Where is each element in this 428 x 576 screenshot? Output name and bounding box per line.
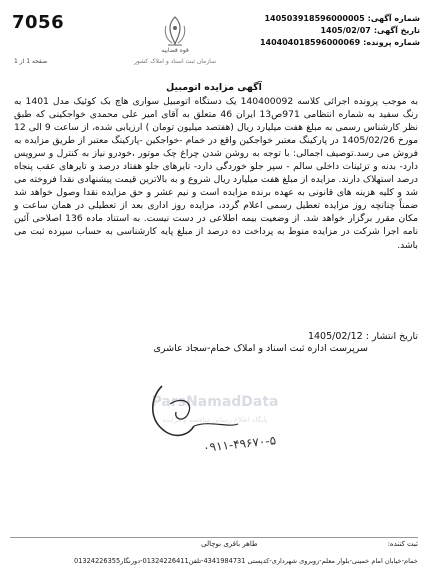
publish-date-row [308,331,418,342]
watermark-brand: ParsNamadData [151,394,279,410]
registrar-row [201,540,418,548]
publish-date-value: 1405/02/12 [307,331,363,342]
office-address: خمام-خیابان امام خمینی-بلوار معلم-روبروی شهرداری-کدپستی 4341984731-تلفن01324226411-دورنگار01324226355 [74,557,418,565]
signature-stamp [90,376,340,468]
page-indicator: صفحه 1 از 1 [14,58,48,65]
ad-number-row [264,14,420,23]
emblem-caption: قوه قضاییه [161,47,189,54]
notice-title: آگهی مزایده اتومبیل [166,82,262,93]
footer-divider [10,537,418,538]
document-number: 7056 [12,12,65,33]
publish-date-label: تاریخ انتشار : [365,331,418,342]
judiciary-emblem-icon [160,14,190,48]
file-number-label: شماره پرونده: [363,38,420,47]
stamp-phone: ۰۹۱۱-۴۹۶۷۰-۵ [202,433,277,455]
ad-date-row [320,26,420,35]
watermark-caption: پایگاه اطلاع رسانی مناقصه و مزایده [162,416,268,424]
organization-name: سازمان ثبت اسناد و املاک کشور [133,58,217,65]
signature-stroke [194,424,238,426]
ad-date-label: تاریخ آگهی: [373,26,420,35]
ad-date-value: 1405/02/07 [320,26,371,35]
registrar-name: طاهر باقری نوچالی [201,540,258,548]
registrar-label: ثبت کننده: [387,540,418,548]
signer-title: سرپرست اداره ثبت اسناد و املاک خمام-سجاد عاشری [153,343,368,354]
ad-number-value: 140503918596000005 [264,14,365,23]
notice-body: به موجب پرونده اجرائی کلاسه 140400092 یک دستگاه اتومبیل سواری هاچ بک کوئیک مدل 1401 به رنگ سفید به شماره انتظامی 971ص13 ایران 46 متعلق به آقای امیر علی محمدی خواجکینی که طبق نظر کارشناس رسمی به مبلغ هفت میلیارد ریال (هفتصد میلیون تومان ) ارزیابی شده، از ساعت 9 الی 12 مورخ 1405/02/26 در پارکینگ معتبر خواجکین واقع در خمام -خواجکین -پارکینگ معتبر از طریق مزایده به فروش می رسد.توصیف اجمالی: با توجه به روشن شدن چراغ چک موتور ،خودرو نیاز به کنترل و سرویس دارد- بدنه و تزئینات داخلی سالم - سپر جلو خوردگی دارد- تایرهای جلو هفتاد درصد و تایرهای عقب پنجاه درصد استهلاک دارند. مزایده از مبلغ هفت میلیارد ریال شروع و به بالاترین قیمت پیشنهادی نقدا فروخته می شد و کلیه هزینه های قانونی به عهده برنده مزایده است و نیم عشر و حق مزایده نقدا وصول خواهد شد ضمناً چنانچه روز مزایده تعطیل رسمی اعلام گردد، مزایده روز اداری بعد از تعطیلی در همان ساعت و مکان مقرر برگزار خواهد شد. از وضعیت بیمه اطلاعی در دست نیست. به استناد ماده 136 اصلاحی آئین نامه اجرا شرکت در مزایده منوط به پرداخت ده درصد از مبلغ پایه کارشناسی به حساب سپرده ثبت می باشد. [14,96,418,251]
file-number-value: 140404018596000069 [259,38,361,47]
file-number-row [260,38,420,47]
ad-number-label: شماره آگهی: [367,14,420,23]
